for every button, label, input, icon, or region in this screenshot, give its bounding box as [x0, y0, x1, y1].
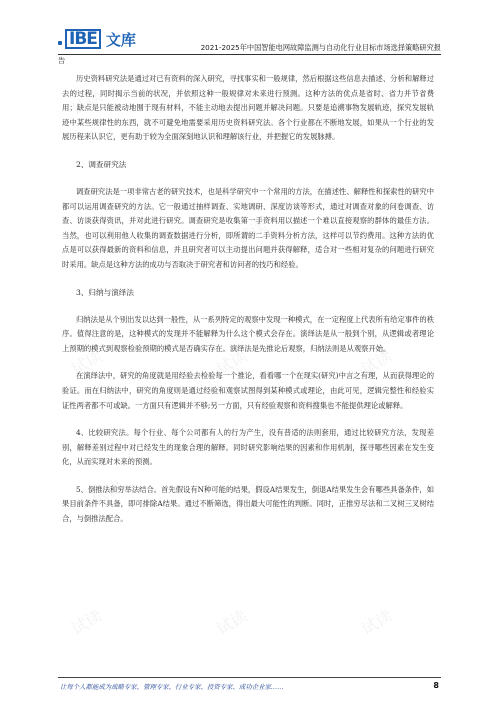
logo-dot-icon — [58, 41, 62, 45]
watermark-text: 试读 — [357, 86, 396, 119]
paragraph: 历史资料研究法是通过对已有资料的深入研究，寻找事实和一般规律，然后根据这些信息去描述、分析和解释过去的过程，同时揭示当前的状况，并依照这种一般规律对未来进行预测。这种方法的优点是省时、省力并节省费用；缺点是只能被动地囿于现有材料，不能主动地去提出问题并解决问题。只要是追溯事物发展轨迹，探究发展轨迹中某些规律性的东西，就不可避免地需要采用历史资料研究法。各个行业都在不断地发展，如果从一个行业的发展历程来认识它，更有助于较为全面深刻地认识和理解该行业，并把握它的发展脉搏。 — [62, 74, 434, 142]
watermark-text: 试读 — [87, 476, 126, 509]
watermark-text: 试读 — [377, 476, 416, 509]
document-body — [62, 72, 434, 527]
paragraph: 5、倒推法和穷举法结合。首先假设有N种可能的结果，假设A结果发生，倒退A结果发生会有哪些具备条件，如果目前条件不具备，即可排除A结果。通过不断筛选，得出最大可能性的判断。同时，正推穷尽法和二叉树三叉树结合，与倒推法配合。 — [62, 484, 434, 524]
paragraph: 4、比较研究法。每个行业、每个公司都有人的行为产生，没有普适的法则套用，通过比较研究方法，发现差别，解释差别过程中对已经发生的现象合理的解释。同时研究影响结果的因素和作用机制，探寻哪些因素在发生变化，从而实现对未来的预测。 — [62, 428, 434, 467]
watermark-text: 试读 — [232, 216, 271, 249]
paragraph: 归纳法是从个别出发以达到一般性，从一系列特定的观察中发现一种模式，在一定程度上代表所有给定事件的秩序。值得注意的是，这种模式的发现并不能解释为什么这个模式会存在。演绎法是从一般到个别，从逻辑或者理论上预期的模式到观察检验预期的模式是否确实存在。演绎法是先推论后观察，归纳法则是从观察开始。 — [62, 314, 434, 353]
watermark-text: 试读 — [212, 346, 251, 379]
watermark-text: 试读 — [67, 606, 106, 639]
logo[interactable] — [58, 26, 136, 52]
watermark-text: 试读 — [357, 346, 396, 379]
footer-divider — [58, 677, 441, 678]
page-number: 8 — [433, 681, 439, 690]
watermark-text: 试读 — [67, 346, 106, 379]
report-title-continued: 告 — [58, 56, 66, 65]
section-heading: 2、调查研究法 — [76, 159, 127, 169]
paragraph: 调查研究法是一项非常古老的研究技术，也是科学研究中一个常用的方法，在描述性、解释性和探索性的研究中都可以运用调查研究的方法。它一般通过抽样调查、实地调研、深度访谈等形式，通过对调查对象的问卷调查、访查、访谈获得资讯，并对此进行研究。调查研究是收集第一手资料用以描述一个难以直接观察的群体的最佳方法。当然，也可以利用他人收集的调查数据进行分析，即所谓的二手资料分析方法，这样可以节约费用。这种方法的优点是可以获得最新的资料和信息，并且研究者可以主动提出问题并获得解释，适合对一些相对复杂的问题进行研究时采用。缺点是这种方法的成功与否取决于研究者和访问者的技巧和经验。 — [62, 186, 434, 269]
watermark-text: 试读 — [357, 606, 396, 639]
footer-slogan: 让每个人都能成为战略专家、管理专家、行业专家、投资专家、成功企业家…… — [60, 683, 284, 691]
report-title: 2021-2025年中国智能电网故障监测与自动化行业目标市场选择策略研究报 — [200, 43, 441, 52]
paragraph: 在演绎法中，研究的角度就是用经验去检验每一个推论，看看哪一个在现实(研究)中言之有理，从而获得理论的验证。而在归纳法中，研究的角度则是通过经验和观察试图得到某种模式或理论，由此可见，逻辑完整性和经验实证性两者都不可或缺。一方面只有逻辑并不够;另一方面，只有经验观察和资料搜集也不能提供理论或解释。 — [62, 371, 434, 410]
logo-text: 文库 — [105, 30, 136, 49]
watermark-text: 试读 — [377, 216, 416, 249]
section-heading: 3、归纳与演绎法 — [76, 287, 134, 297]
watermark-text: 试读 — [212, 86, 251, 119]
header-divider — [58, 54, 441, 55]
watermark-text: 试读 — [212, 606, 251, 639]
watermark-text: 试读 — [232, 476, 271, 509]
watermark-text: 试读 — [67, 86, 106, 119]
logo-mark: IBE — [65, 29, 101, 49]
watermark-text: 试读 — [87, 216, 126, 249]
